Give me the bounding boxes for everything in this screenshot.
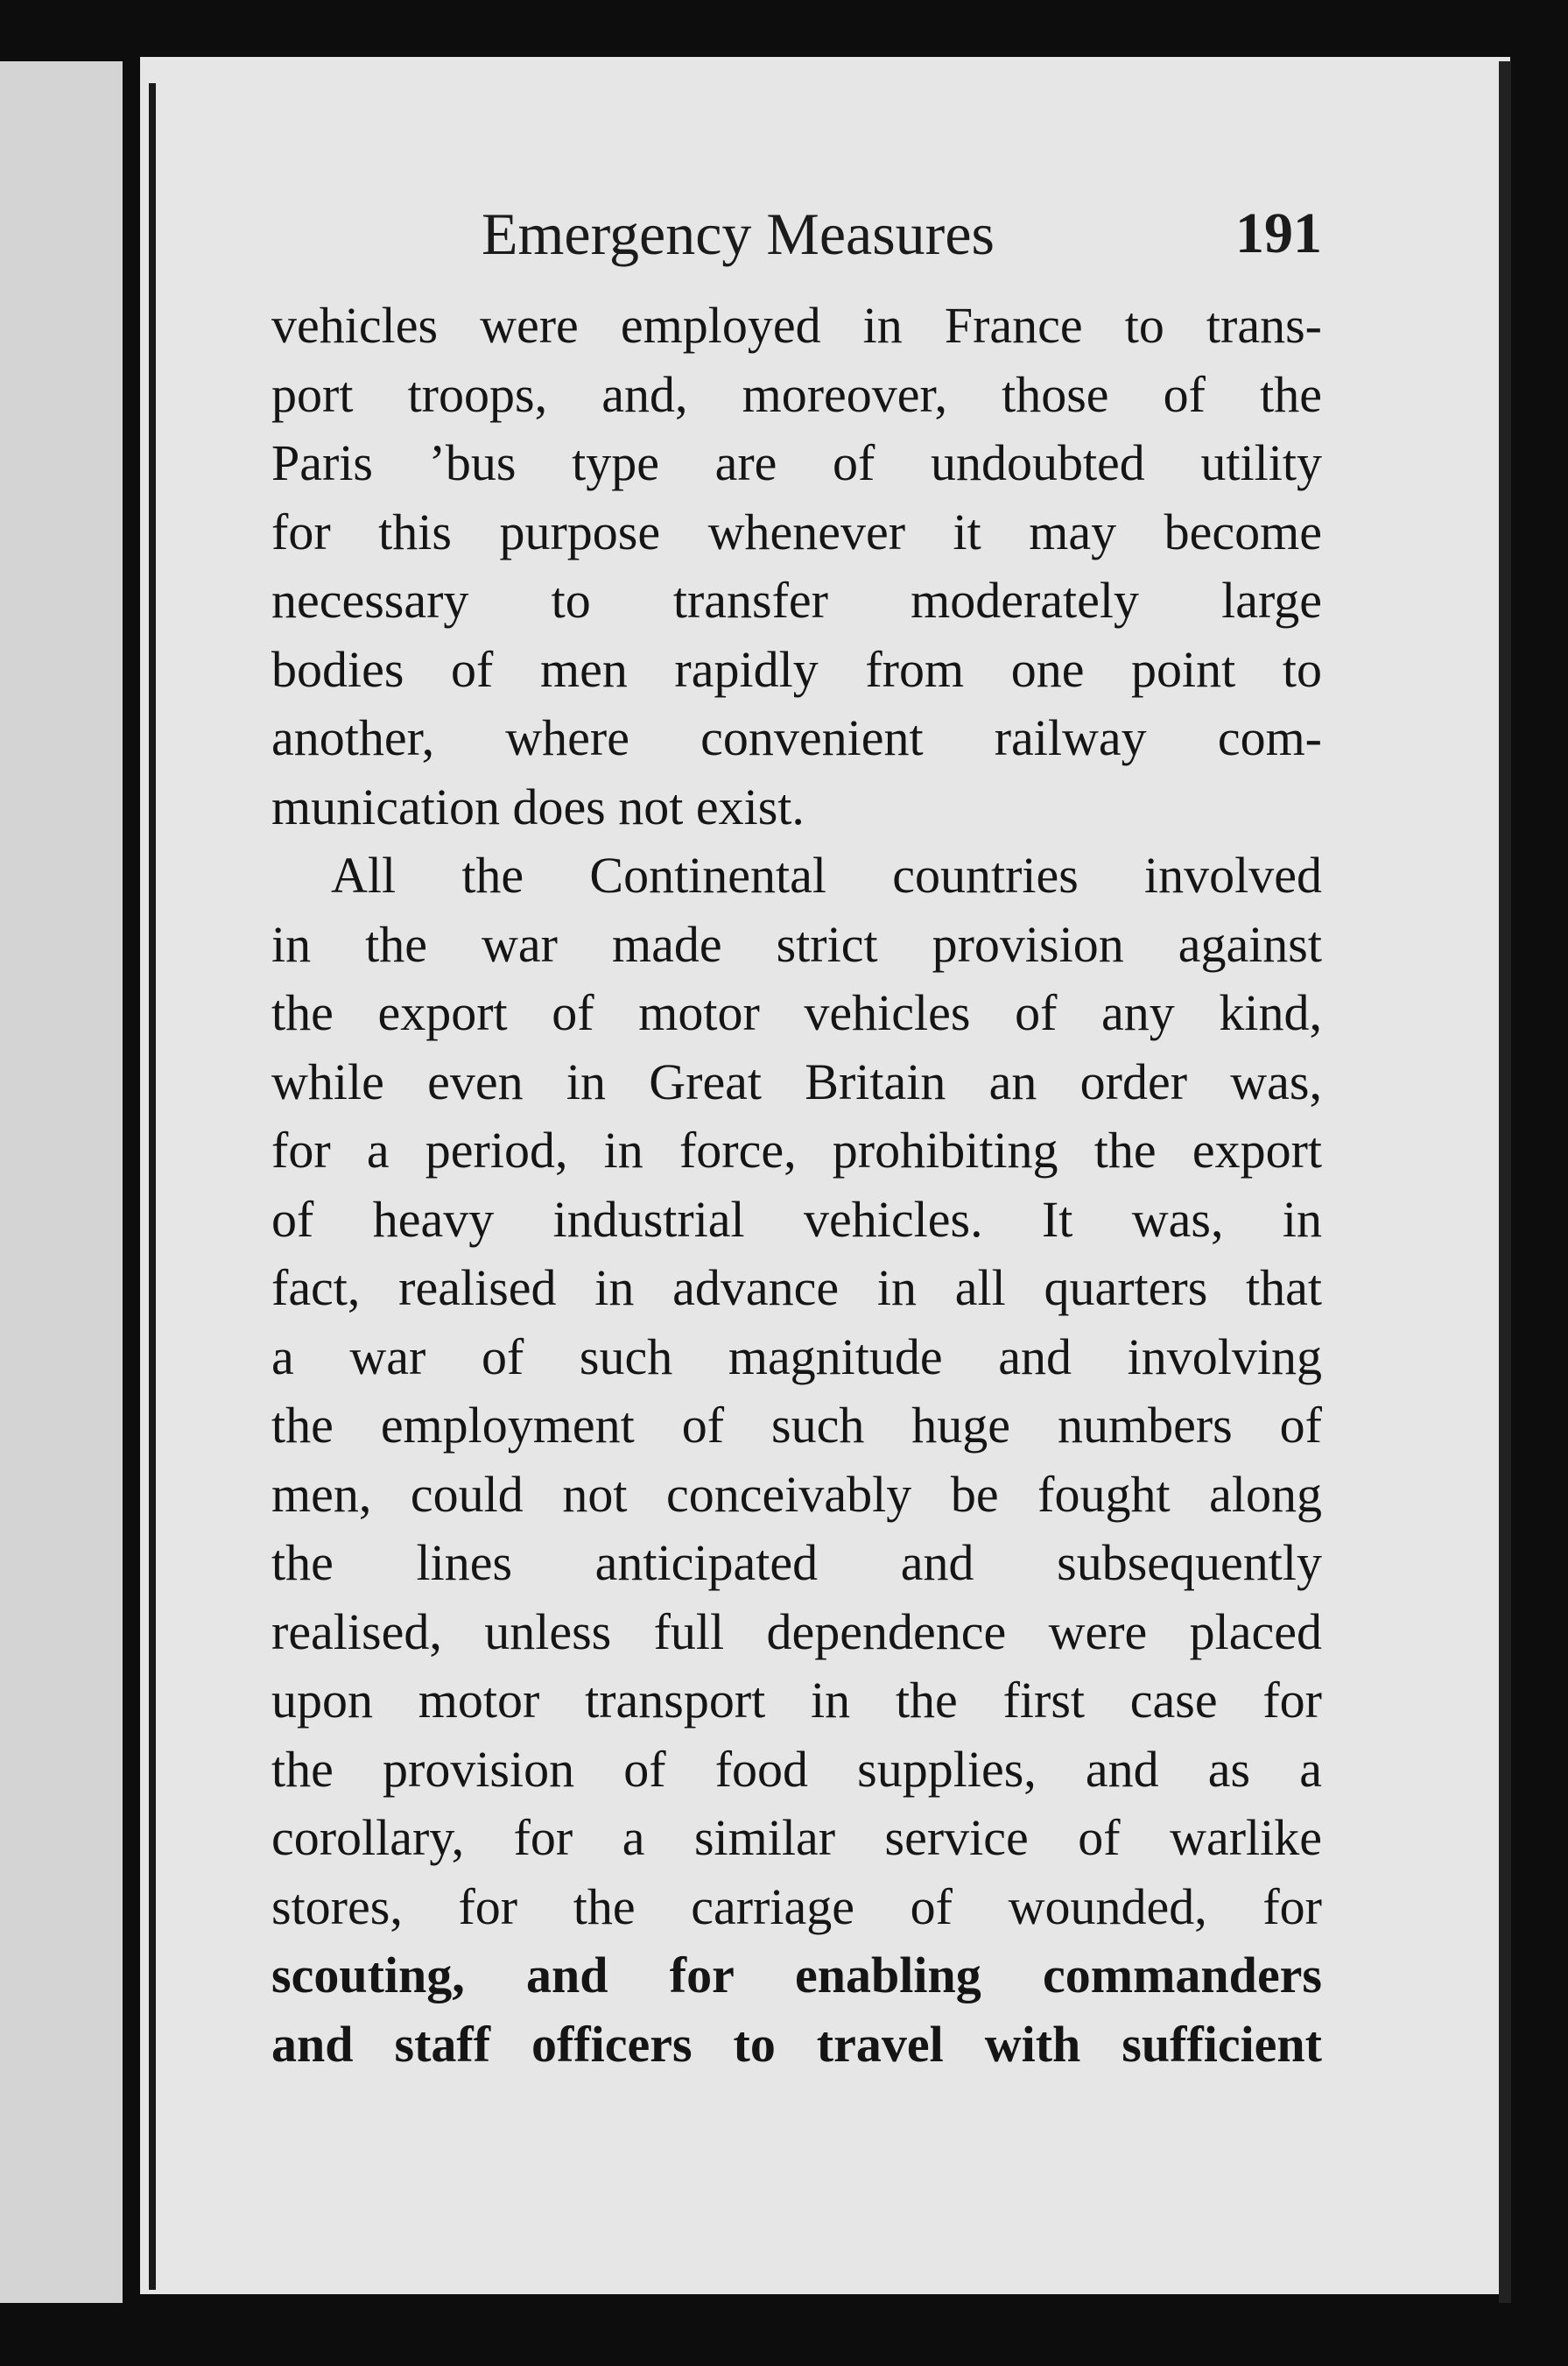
- text-line: the export of motor vehicles of any kind,: [271, 984, 1322, 1041]
- text-line: stores, for the carriage of wounded, for: [271, 1877, 1322, 1935]
- text-line: upon motor transport in the first case for: [271, 1672, 1322, 1729]
- text-line: fact, realised in advance in all quarters that: [271, 1259, 1322, 1316]
- text-line: Paris ’bus type are of undoubted utility: [271, 434, 1322, 491]
- text-line: men, could not conceivably be fought along: [271, 1465, 1322, 1523]
- paragraph-1: [271, 292, 1322, 841]
- running-header: [271, 194, 1322, 273]
- text-line: in the war made strict provision against: [271, 915, 1322, 973]
- text-line: for this purpose whenever it may become: [271, 503, 1322, 560]
- text-line: port troops, and, moreover, those of the: [271, 365, 1322, 423]
- text-line: the lines anticipated and subsequently: [271, 1534, 1322, 1591]
- running-title: Emergency Measures: [482, 201, 995, 267]
- text-line: All the Continental countries involved: [331, 847, 1322, 904]
- text-line: another, where convenient railway com-: [271, 709, 1322, 766]
- text-line: bodies of men rapidly from one point to: [271, 640, 1322, 698]
- text-line: of heavy industrial vehicles. It was, in: [271, 1190, 1322, 1248]
- page-spine-shadow: [149, 83, 156, 2290]
- text-line: scouting, and for enabling commanders: [271, 1947, 1322, 2003]
- text-line: while even in Great Britain an order was,: [271, 1053, 1322, 1110]
- paragraph-2: [271, 841, 1322, 2079]
- page-right-edge: [1499, 61, 1511, 2303]
- page-number: 191: [1235, 201, 1322, 265]
- text-line: the provision of food supplies, and as a: [271, 1740, 1322, 1798]
- text-line: a war of such magnitude and involving: [271, 1327, 1322, 1385]
- text-line: corollary, for a similar service of warlike: [271, 1809, 1322, 1866]
- text-line: munication does not exist.: [271, 778, 805, 835]
- text-line: vehicles were employed in France to trans-: [271, 297, 1322, 354]
- text-line: realised, unless full dependence were placed: [271, 1602, 1322, 1660]
- text-line: and staff officers to travel with sufficient: [271, 2015, 1322, 2073]
- text-line: the employment of such huge numbers of: [271, 1397, 1322, 1454]
- adjacent-page-edge: [0, 61, 123, 2303]
- text-line: necessary to transfer moderately large: [271, 572, 1322, 629]
- body-text: [271, 292, 1322, 2079]
- text-line: for a period, in force, prohibiting the export: [271, 1122, 1322, 1179]
